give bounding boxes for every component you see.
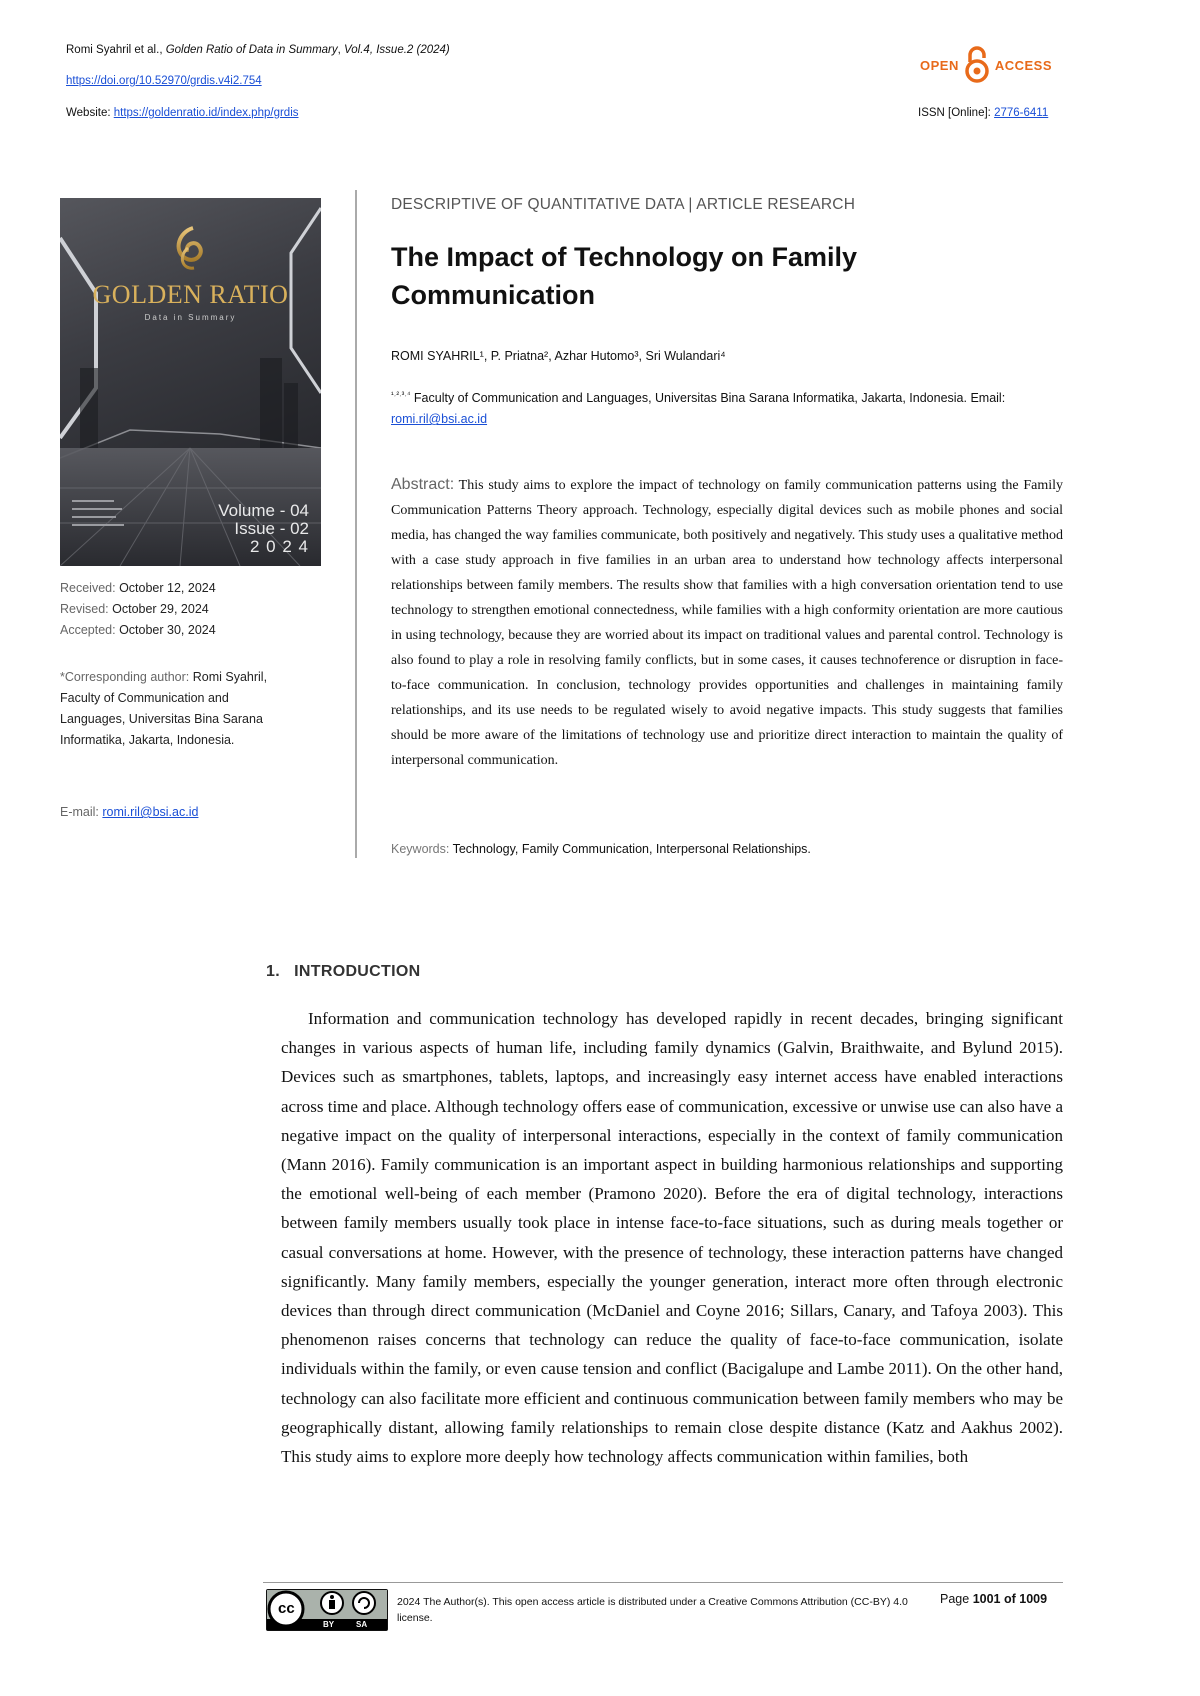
dates-block [60, 578, 216, 641]
issn-line [918, 107, 1048, 119]
revised-label: Revised: [60, 602, 109, 616]
introduction-text: Information and communication technology has developed rapidly in recent decades, bringing significant changes in various aspects of human life, including family dynamics (Galvin, Braithwaite, and Bylund 2015). Devices such as smartphones, tablets, laptops, and increasingly easy internet access have enabled interactions across time and place. Although technology offers ease of communication, excessive or unwise use can also have a negative impact on the quality of interpersonal interactions, especially in the context of family communication (Mann 2016). Family communication is an important aspect in building harmonious relationships and supporting the emotional well-being of each member (Pramono 2020). Before the era of digital technology, interactions between family members usually took place in intense face-to-face situations, such as during meals together or casual conversations at home. However, with the presence of technology, these interaction patterns have changed significantly. Many family members, especially the younger generation, interact more often through electronic devices than through direct communication (McDaniel and Coyne 2016; Sillars, Canary, and Tafoya 2003). This phenomenon raises concerns that technology can reduce the quality of face-to-face communication, isolate individuals within the family, or even cause tension and conflict (Bacigalupe and Lambe 2011). On the other hand, technology can also facilitate more efficient and continuous communication between family members who may be geographically distant, allowing family relationships to remain close despite distance (Katz and Aakhus 2002). This study aims to explore more deeply how technology affects communication within families, both [281, 1009, 1063, 1467]
citation-volume: Vol.4, Issue.2 (2024) [344, 44, 450, 56]
citation-authors: Romi Syahril et al. [66, 44, 160, 56]
corresponding-text: Romi Syahril, Faculty of Communication and Languages, Universitas Bina Sarana Informatika, Jakarta, Indonesia. [60, 670, 268, 747]
article-title: The Impact of Technology on Family Communication [391, 242, 858, 310]
abstract-text: This study aims to explore the impact of technology on family communication patterns using the Family Communication Patterns Theory approach. Technology, especially digital devices such as mobile phones and social media, has changed the way families communicate, both positively and negatively. This study uses a qualitative method with a case study approach in five families in an urban area to understand how technology affects interpersonal relationships between family members. The results show that families with a high conversation orientation tend to use technology to strengthen emotional connectedness, while families with a high conformity orientation are more cautious in using technology, because they are worried about its impact on traditional values and parental control. Technology is also found to play a role in resolving family conflicts, but in some cases, it causes technoference or disruption in face-to-face communication. In conclusion, technology provides opportunities and challenges in maintaining family relationships, and its use needs to be regulated wisely to avoid negative impacts. This study suggests that families should be more aware of the limitations of technology use and prioritize direct interaction to maintain the quality of interpersonal communication. [391, 478, 1064, 768]
corresponding-label: *Corresponding author: [60, 670, 190, 684]
open-access-left: OPEN [920, 57, 959, 73]
email-label: E-mail: [60, 805, 99, 819]
accepted-row [60, 620, 216, 641]
page-label: Page [940, 1592, 970, 1606]
page-total: 1009 [1019, 1592, 1048, 1606]
cc-by-label: BY [323, 1620, 335, 1629]
citation-line: Romi Syahril et al., Golden Ratio of Data in Summary, Vol.4, Issue.2 (2024) [66, 44, 450, 56]
cover-volume: Volume - 04 [218, 501, 309, 520]
issn-label: ISSN [Online]: [918, 107, 991, 119]
keywords-text: Technology, Family Communication, Interpersonal Relationships. [452, 842, 811, 856]
cc-icon: cc [278, 1600, 295, 1617]
section-tag: DESCRIPTIVE OF QUANTITATIVE DATA | ARTICLE RESEARCH [391, 196, 856, 213]
open-access-right: ACCESS [994, 57, 1053, 73]
page-of: of [1003, 1592, 1016, 1606]
introduction-heading: 1. INTRODUCTION [266, 963, 421, 980]
cover-journal-name: GOLDEN RATIO [92, 280, 289, 309]
license-text: 2024 The Author(s). This open access article is distributed under a Creative Commons Attribution (CC-BY) 4.0 license. [397, 1596, 908, 1624]
corresponding-email-row [60, 802, 198, 823]
affiliation [391, 384, 1031, 430]
corresponding-email[interactable]: romi.ril@bsi.ac.id [102, 805, 199, 819]
cover-volume-block [218, 502, 309, 556]
open-access-logo [920, 46, 1052, 84]
cc-license-badge[interactable] [266, 1589, 388, 1631]
affiliation-email[interactable]: romi.ril@bsi.ac.id [391, 412, 488, 427]
revised-row [60, 599, 216, 620]
accepted-value: October 30, 2024 [119, 623, 216, 637]
cover-year: 2 0 2 4 [250, 537, 309, 556]
website-line [66, 107, 299, 119]
cc-sa-label: SA [356, 1620, 368, 1629]
doi-link[interactable]: https://doi.org/10.52970/grdis.v4i2.754 [66, 75, 262, 87]
column-divider [355, 190, 357, 858]
keywords-label: Keywords: [391, 842, 450, 856]
footer-divider [263, 1582, 1063, 1583]
page-current: 1001 [972, 1592, 1001, 1606]
issn-link[interactable]: 2776-6411 [994, 107, 1049, 119]
affiliation-text: Faculty of Communication and Languages, Universitas Bina Sarana Informatika, Jakarta, Indonesia. Email: [413, 391, 1006, 406]
website-link[interactable]: https://goldenratio.id/index.php/grdis [113, 107, 299, 119]
corresponding-author [60, 667, 292, 751]
abstract [391, 472, 1063, 773]
website-label: Website: [66, 107, 111, 119]
page-number [940, 1592, 1047, 1606]
keywords [391, 842, 811, 856]
received-row [60, 578, 216, 599]
cover-small-text [72, 496, 132, 532]
abstract-label: Abstract: [391, 476, 455, 493]
journal-cover [60, 198, 321, 566]
accepted-label: Accepted: [60, 623, 116, 637]
cover-journal-sub: Data in Summary [144, 313, 237, 322]
received-label: Received: [60, 581, 116, 595]
received-value: October 12, 2024 [119, 581, 216, 595]
affiliation-superscript: ¹˒²˒³˒⁴ [391, 390, 411, 399]
cover-issue: Issue - 02 [234, 519, 309, 538]
citation-journal: Golden Ratio of Data in Summary [165, 44, 338, 56]
revised-value: October 29, 2024 [112, 602, 209, 616]
open-lock-icon [963, 46, 991, 84]
author-list: ROMI SYAHRIL¹, P. Priatna², Azhar Hutomo³, Sri Wulandari⁴ [391, 349, 726, 363]
